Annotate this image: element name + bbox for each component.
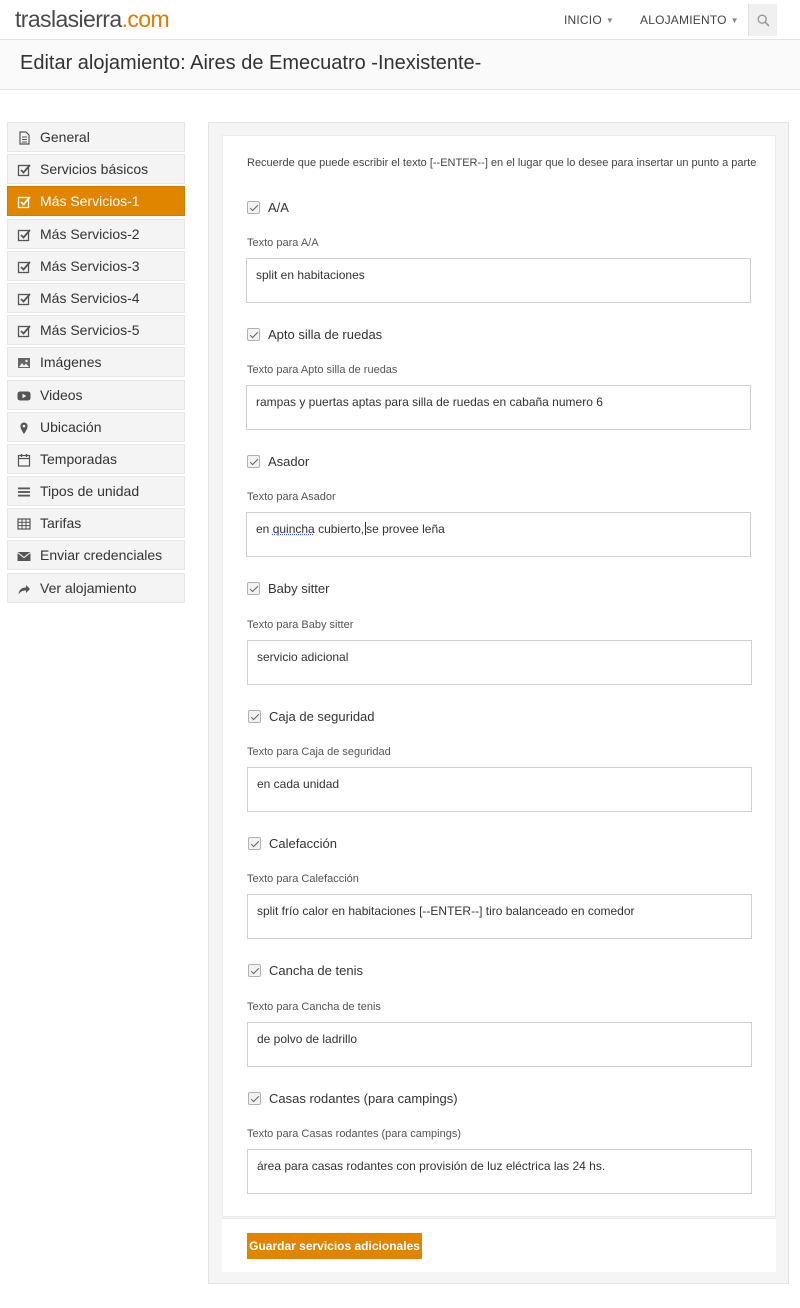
save-button[interactable]: Guardar servicios adicionales [247, 1233, 422, 1259]
field-label-calefaccion: Texto para Calefacción [247, 873, 359, 885]
calendar-icon [17, 453, 31, 467]
service-name-asador: Asador [268, 454, 310, 469]
text-input-aa[interactable]: split en habitaciones [246, 258, 751, 303]
service-checkbox-apto-silla[interactable] [247, 328, 260, 341]
sidebar-item-ubicacion[interactable] [7, 412, 185, 442]
misspelled-word: quincha [272, 522, 315, 536]
top-navbar [0, 0, 800, 40]
field-label-baby-sitter: Texto para Baby sitter [247, 619, 354, 631]
service-name-calefaccion: Calefacción [269, 836, 337, 851]
service-name-aa: A/A [268, 200, 289, 215]
service-name-casas-rodantes: Casas rodantes (para campings) [269, 1091, 458, 1106]
logo-text: traslasierra [15, 6, 122, 32]
checkbox-icon [17, 228, 31, 242]
sidebar-item-label: Tipos de unidad [40, 483, 140, 500]
sidebar-item-mas-servicios-1[interactable] [7, 186, 185, 216]
text-segment: se provee leña [366, 522, 445, 536]
service-name-cancha-tenis: Cancha de tenis [269, 963, 363, 978]
share-arrow-icon [17, 582, 31, 596]
map-pin-icon [17, 421, 31, 435]
service-name-apto-silla: Apto silla de ruedas [268, 327, 383, 342]
nav-alojamiento-label: ALOJAMIENTO [640, 13, 727, 27]
checkbox-icon [17, 324, 31, 338]
service-checkbox-baby-sitter[interactable] [247, 582, 260, 595]
chevron-down-icon: ▼ [730, 16, 739, 25]
text-input-baby-sitter[interactable]: servicio adicional [247, 640, 752, 685]
sidebar-item-imagenes[interactable] [7, 347, 185, 377]
document-icon [17, 131, 31, 145]
sidebar-item-label: Servicios básicos [40, 161, 149, 178]
title-bar [0, 40, 800, 90]
sidebar-item-mas-servicios-4[interactable] [7, 283, 185, 313]
checkbox-icon [17, 163, 31, 177]
service-name-caja-seguridad: Caja de seguridad [269, 709, 375, 724]
checkbox-icon [17, 292, 31, 306]
sidebar [7, 122, 185, 605]
service-checkbox-aa[interactable] [247, 201, 260, 214]
search-icon [757, 14, 770, 27]
site-logo[interactable] [15, 6, 169, 33]
sidebar-item-label: Más Servicios-1 [40, 193, 140, 210]
sidebar-item-label: Imágenes [40, 354, 102, 371]
sidebar-item-mas-servicios-3[interactable] [7, 251, 185, 281]
sidebar-item-enviar-credenciales[interactable] [7, 540, 185, 570]
field-label-aa: Texto para A/A [247, 237, 319, 249]
sidebar-item-label: Ubicación [40, 418, 102, 435]
sidebar-item-label: Tarifas [40, 515, 82, 532]
sidebar-item-label: Más Servicios-5 [40, 322, 140, 339]
chevron-down-icon: ▼ [605, 16, 614, 25]
service-checkbox-calefaccion[interactable] [248, 837, 261, 850]
checkbox-icon [17, 260, 31, 274]
service-checkbox-casas-rodantes[interactable] [248, 1092, 261, 1105]
logo-domain: .com [121, 6, 170, 32]
sidebar-item-videos[interactable] [7, 380, 185, 410]
sidebar-item-ver-alojamiento[interactable] [7, 573, 185, 603]
field-label-apto-silla: Texto para Apto silla de ruedas [247, 364, 398, 376]
service-name-baby-sitter: Baby sitter [268, 581, 330, 596]
text-segment: cubierto, [314, 522, 365, 536]
sidebar-item-general[interactable] [7, 122, 185, 152]
sidebar-item-label: Temporadas [40, 450, 118, 467]
image-icon [17, 356, 31, 370]
text-input-caja-seguridad[interactable]: en cada unidad [247, 767, 752, 812]
sidebar-item-servicios-basicos[interactable] [7, 154, 185, 184]
checkbox-icon [17, 195, 31, 209]
table-icon [17, 517, 31, 531]
service-checkbox-caja-seguridad[interactable] [248, 710, 261, 723]
sidebar-item-mas-servicios-2[interactable] [7, 219, 185, 249]
nav-inicio-label: INICIO [564, 13, 602, 27]
form-intro-text: Recuerde que puede escribir el texto [--ENTER--] en el lugar que lo desee para insertar un punto a parte [247, 157, 757, 169]
sidebar-item-label: Más Servicios-3 [40, 257, 140, 274]
service-checkbox-cancha-tenis[interactable] [248, 964, 261, 977]
text-input-apto-silla[interactable]: rampas y puertas aptas para silla de ruedas en cabaña numero 6 [246, 385, 751, 430]
field-label-casas-rodantes: Texto para Casas rodantes (para campings) [247, 1128, 461, 1140]
field-label-cancha-tenis: Texto para Cancha de tenis [247, 1001, 381, 1013]
page-title: Editar alojamiento: Aires de Emecuatro -Inexistente- [20, 52, 482, 74]
sidebar-item-label: Enviar credenciales [40, 547, 163, 564]
nav-alojamiento[interactable] [640, 13, 739, 27]
sidebar-item-tarifas[interactable] [7, 508, 185, 538]
sidebar-item-tipos-de-unidad[interactable] [7, 476, 185, 506]
sidebar-item-label: General [40, 129, 90, 145]
sidebar-item-mas-servicios-5[interactable] [7, 315, 185, 345]
service-checkbox-asador[interactable] [247, 455, 260, 468]
sidebar-item-label: Más Servicios-2 [40, 225, 140, 242]
list-icon [17, 485, 31, 499]
nav-inicio[interactable] [564, 13, 614, 27]
field-label-asador: Texto para Asador [247, 491, 336, 503]
sidebar-item-temporadas[interactable] [7, 444, 185, 474]
text-input-calefaccion[interactable]: split frío calor en habitaciones [--ENTER--] tiro balanceado en comedor [247, 894, 752, 939]
video-icon [17, 389, 31, 403]
field-label-caja-seguridad: Texto para Caja de seguridad [247, 746, 391, 758]
sidebar-item-label: Ver alojamiento [40, 579, 137, 596]
sidebar-item-label: Más Servicios-4 [40, 289, 140, 306]
envelope-icon [17, 549, 31, 563]
search-button[interactable] [748, 4, 777, 36]
text-segment: en [256, 522, 273, 536]
text-input-casas-rodantes[interactable]: área para casas rodantes con provisión de luz eléctrica las 24 hs. [247, 1149, 752, 1194]
sidebar-item-label: Videos [40, 386, 83, 403]
text-input-cancha-tenis[interactable]: de polvo de ladrillo [247, 1022, 752, 1067]
text-input-asador[interactable] [246, 512, 751, 557]
